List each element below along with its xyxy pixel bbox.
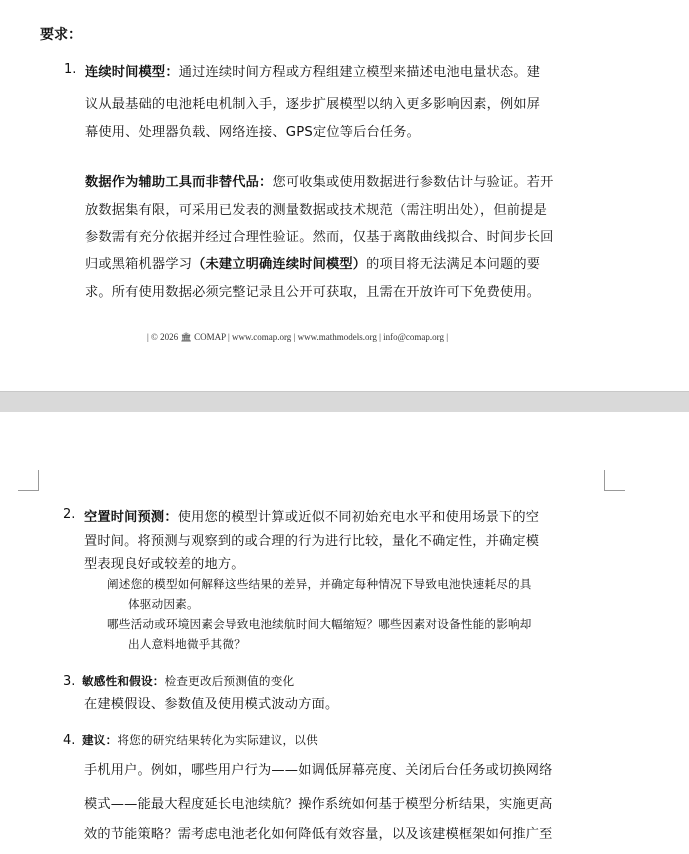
- item-2-line-1: 空置时间预测：使用您的模型计算或近似不同初始充电水平和使用场景下的空: [84, 510, 540, 525]
- page-footer: | © 2026 🏛 COMAP | www.comap.org | www.mathmodels.org | info@comap.org |: [147, 332, 449, 342]
- item-4-line-1: 建议：将您的研究结果转化为实际建议，以供: [82, 733, 318, 747]
- item-4-number: 4.: [63, 733, 76, 748]
- item-3-line-2: 在建模假设、参数值及使用模式波动方面。: [84, 697, 339, 712]
- item-2-number: 2.: [63, 507, 76, 522]
- page-corner-mark-right: [604, 470, 625, 491]
- item-4-title: 建议：: [82, 733, 118, 747]
- item-1-number: 1.: [64, 62, 77, 77]
- item-4-line-4: 效的节能策略？需考虑电池老化如何降低有效容量，以及该建模框架如何推广至: [84, 827, 553, 842]
- item-3-title: 敏感性和假设：: [82, 674, 165, 688]
- item-4-line-3: 模式——能最大程度延长电池续航？操作系统如何基于模型分析结果，实施更高: [84, 797, 553, 812]
- item-1-line-3: 幕使用、处理器负载、网络连接、GPS定位等后台任务。: [85, 125, 421, 140]
- item-2-sub-2-cont: 出人意料地微乎其微？: [128, 637, 246, 651]
- data-para-line-4: 归或黑箱机器学习（未建立明确连续时间模型）的项目将无法满足本问题的要: [85, 257, 541, 272]
- data-para-line-1: 数据作为辅助工具而非替代品：您可收集或使用数据进行参数估计与验证。若开: [85, 175, 554, 190]
- item-2-line-2: 置时间。将预测与观察到的或合理的行为进行比较，量化不确定性，并确定模: [84, 534, 540, 549]
- item-2-sub-1-cont: 体驱动因素。: [128, 597, 199, 611]
- requirements-heading: 要求：: [40, 27, 82, 43]
- item-2-sub-2: 哪些活动或环境因素会导致电池续航时间大幅缩短？哪些因素对设备性能的影响却: [107, 617, 532, 631]
- data-para-line-2: 放数据集有限，可采用已发表的测量数据或技术规范（需注明出处），但前提是: [85, 203, 547, 218]
- item-3-number: 3.: [63, 674, 76, 689]
- item-4-line-2: 手机用户。例如，哪些用户行为——如调低屏幕亮度、关闭后台任务或切换网络: [84, 763, 553, 778]
- data-para-line-5: 求。所有使用数据必须完整记录且公开可获取，且需在开放许可下免费使用。: [85, 285, 541, 300]
- data-para-line-3: 参数需有充分依据并经过合理性验证。然而，仅基于离散曲线拟合、时间步长回: [85, 230, 554, 245]
- item-2-line-3: 型表现良好或较差的地方。: [84, 557, 245, 572]
- item-3-line-1: 敏感性和假设：检查更改后预测值的变化: [82, 674, 295, 688]
- item-2-sub-1: 阐述您的模型如何解释这些结果的差异，并确定每种情况下导致电池快速耗尽的具: [107, 577, 532, 591]
- data-para-bold-note: （未建立明确连续时间模型）: [192, 257, 367, 272]
- document-page-2: [0, 412, 689, 854]
- page-corner-mark-left: [18, 470, 39, 491]
- item-1-title: 连续时间模型：: [85, 65, 179, 80]
- item-1-line-2: 议从最基础的电池耗电机制入手，逐步扩展模型以纳入更多影响因素，例如屏: [85, 97, 541, 112]
- item-2-title: 空置时间预测：: [84, 510, 178, 525]
- page-gap: [0, 391, 689, 413]
- item-1-line-1: 连续时间模型：通过连续时间方程或方程组建立模型来描述电池电量状态。建: [85, 65, 541, 80]
- data-para-title: 数据作为辅助工具而非替代品：: [85, 175, 273, 190]
